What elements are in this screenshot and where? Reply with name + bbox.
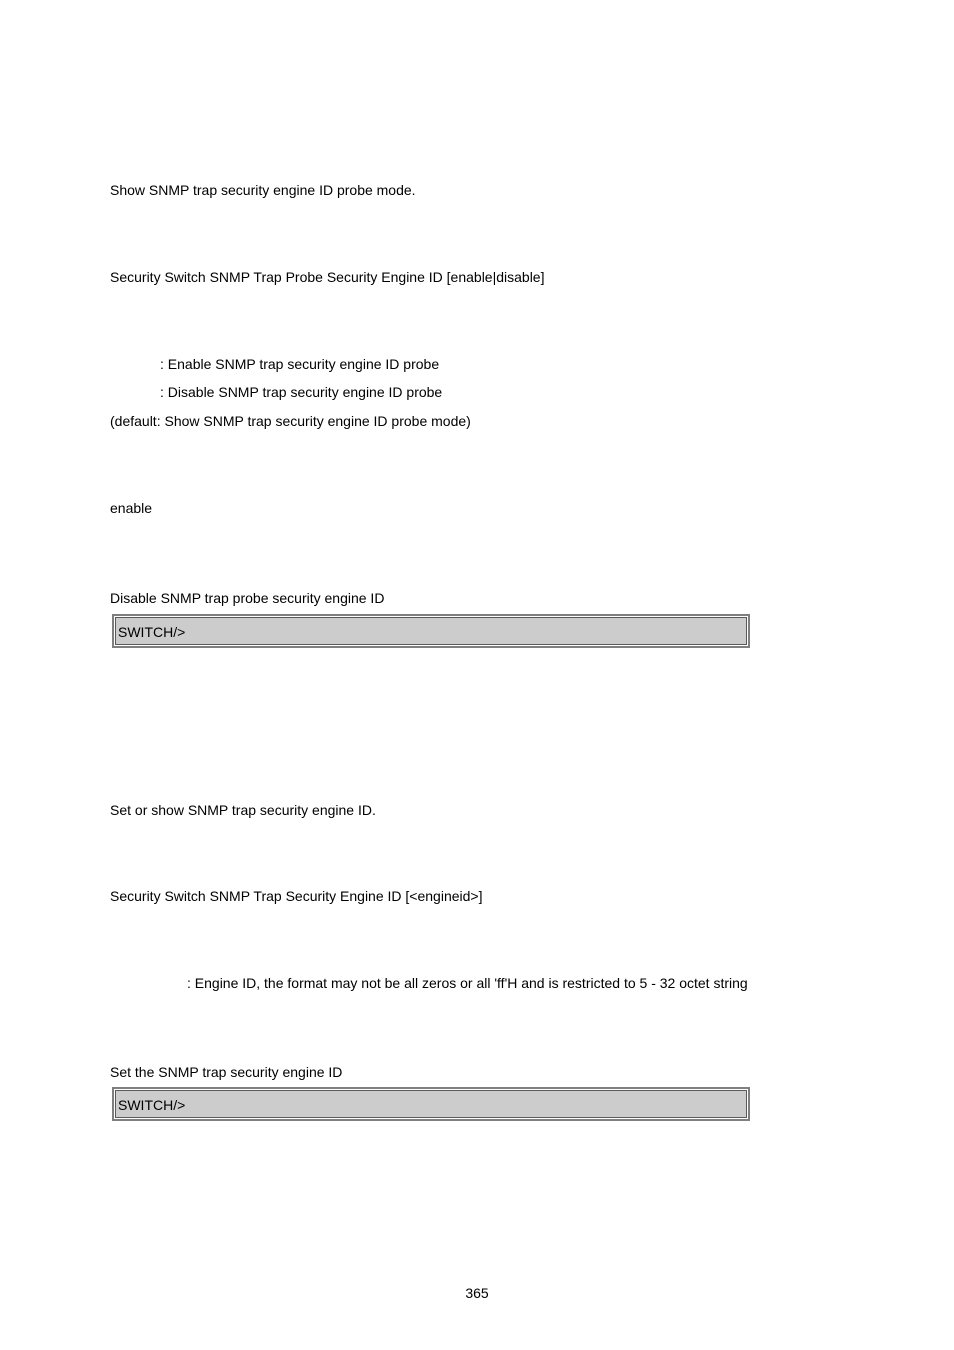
param-engineid-description: : Engine ID, the format may not be all zeros or all 'ff'H and is restricted to 5 - 32 octet string — [187, 975, 748, 991]
command-prompt: SWITCH/> — [118, 1097, 186, 1113]
engine-id-description: Set or show SNMP trap security engine ID. — [110, 802, 376, 818]
probe-mode-example-command-box — [112, 614, 750, 648]
engine-id-syntax: Security Switch SNMP Trap Security Engine ID [<engineid>] — [110, 888, 483, 904]
engine-id-example-command-box — [112, 1087, 750, 1121]
param-enable-description: : Enable SNMP trap security engine ID probe — [160, 356, 440, 372]
probe-mode-syntax: Security Switch SNMP Trap Probe Security Engine ID [enable|disable] — [110, 269, 545, 285]
probe-mode-default: (default: Show SNMP trap security engine ID probe mode) — [110, 413, 471, 429]
probe-mode-description: Show SNMP trap security engine ID probe mode. — [110, 182, 416, 198]
command-prompt: SWITCH/> — [118, 624, 186, 640]
engine-id-example-label: Set the SNMP trap security engine ID — [110, 1064, 343, 1080]
page-number: 365 — [465, 1285, 489, 1301]
probe-mode-default-value: enable — [110, 500, 153, 516]
probe-mode-example-label: Disable SNMP trap probe security engine ID — [110, 590, 385, 606]
param-disable-description: : Disable SNMP trap security engine ID probe — [160, 384, 443, 400]
